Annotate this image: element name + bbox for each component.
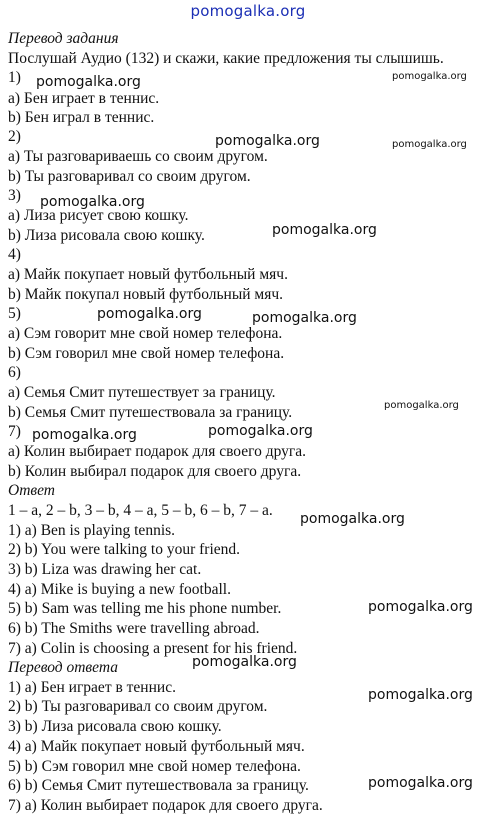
answer-en: 6) b) The Smiths were travelling abroad. <box>8 620 260 637</box>
answer-ru: 3) b) Лиза рисовала свою кошку. <box>8 718 222 735</box>
watermark: pomogalka.org <box>40 194 145 210</box>
option-b: b) Сэм говорил мне свой номер телефона. <box>8 345 285 362</box>
option-b: b) Лиза рисовала свою кошку. <box>8 227 205 244</box>
answer-en: 5) b) Sam was telling me his phone number. <box>8 600 282 617</box>
option-b: b) Майк покупал новый футбольный мяч. <box>8 286 284 303</box>
watermark: pomogalka.org <box>272 222 377 238</box>
watermark: pomogalka.org <box>215 133 320 149</box>
task-text: Послушай Аудио (132) и скажи, какие предложения ты слышишь. <box>8 50 444 67</box>
answer-en: 2) b) You were talking to your friend. <box>8 541 241 558</box>
option-a: a) Майк покупает новый футбольный мяч. <box>8 266 288 283</box>
option-a: a) Семья Смит путешествует за границу. <box>8 384 276 401</box>
item-number: 3) <box>8 187 21 204</box>
option-b: b) Семья Смит путешествовала за границу. <box>8 404 293 421</box>
answer-heading: Ответ <box>8 482 55 499</box>
option-a: a) Бен играет в теннис. <box>8 90 160 107</box>
answer-en: 1) a) Ben is playing tennis. <box>8 522 176 539</box>
answer-en: 4) a) Mike is buying a new football. <box>8 581 231 598</box>
item-number: 6) <box>8 364 21 381</box>
answer-ru: 2) b) Ты разговаривал со своим другом. <box>8 698 268 715</box>
option-b: b) Ты разговаривал со своим другом. <box>8 168 251 185</box>
watermark: pomogalka.org <box>392 139 467 150</box>
item-number: 7) <box>8 423 21 440</box>
watermark: pomogalka.org <box>36 74 141 90</box>
item-number: 4) <box>8 246 21 263</box>
watermark: pomogalka.org <box>97 306 202 322</box>
item-number: 5) <box>8 305 21 322</box>
watermark: pomogalka.org <box>252 310 357 326</box>
option-a: a) Колин выбирает подарок для своего друга. <box>8 443 306 460</box>
answer-en: 7) a) Colin is choosing a present for his friend. <box>8 640 298 657</box>
answer-ru: 1) a) Бен играет в теннис. <box>8 679 176 696</box>
item-number: 1) <box>8 69 21 86</box>
item-number: 2) <box>8 128 21 145</box>
translation-heading: Перевод ответа <box>8 659 118 676</box>
answer-ru: 5) b) Сэм говорил мне свой номер телефона. <box>8 758 301 775</box>
option-b: b) Бен играл в теннис. <box>8 109 155 126</box>
watermark: pomogalka.org <box>32 427 137 443</box>
watermark: pomogalka.org <box>384 400 459 411</box>
task-heading: Перевод задания <box>8 30 119 47</box>
watermark: pomogalka.org <box>208 423 313 439</box>
watermark: pomogalka.org <box>368 687 473 703</box>
option-a: a) Лиза рисует свою кошку. <box>8 207 189 224</box>
answer-ru: 6) b) Семья Смит путешествовала за границу. <box>8 777 309 794</box>
watermark: pomogalka.org <box>192 654 297 670</box>
site-header: pomogalka.org <box>190 2 306 20</box>
answer-en: 3) b) Liza was drawing her cat. <box>8 561 202 578</box>
watermark: pomogalka.org <box>300 511 405 527</box>
answer-ru: 7) a) Колин выбирает подарок для своего друга. <box>8 797 323 814</box>
answer-ru: 4) a) Майк покупает новый футбольный мяч. <box>8 738 305 755</box>
option-b: b) Колин выбирал подарок для своего друга. <box>8 463 302 480</box>
watermark: pomogalka.org <box>392 71 467 82</box>
watermark: pomogalka.org <box>368 775 473 791</box>
watermark: pomogalka.org <box>368 599 473 615</box>
option-a: a) Сэм говорит мне свой номер телефона. <box>8 325 283 342</box>
option-a: a) Ты разговариваешь со своим другом. <box>8 148 268 165</box>
answer-key: 1 – a, 2 – b, 3 – b, 4 – a, 5 – b, 6 – b, 7 – a. <box>8 502 273 519</box>
